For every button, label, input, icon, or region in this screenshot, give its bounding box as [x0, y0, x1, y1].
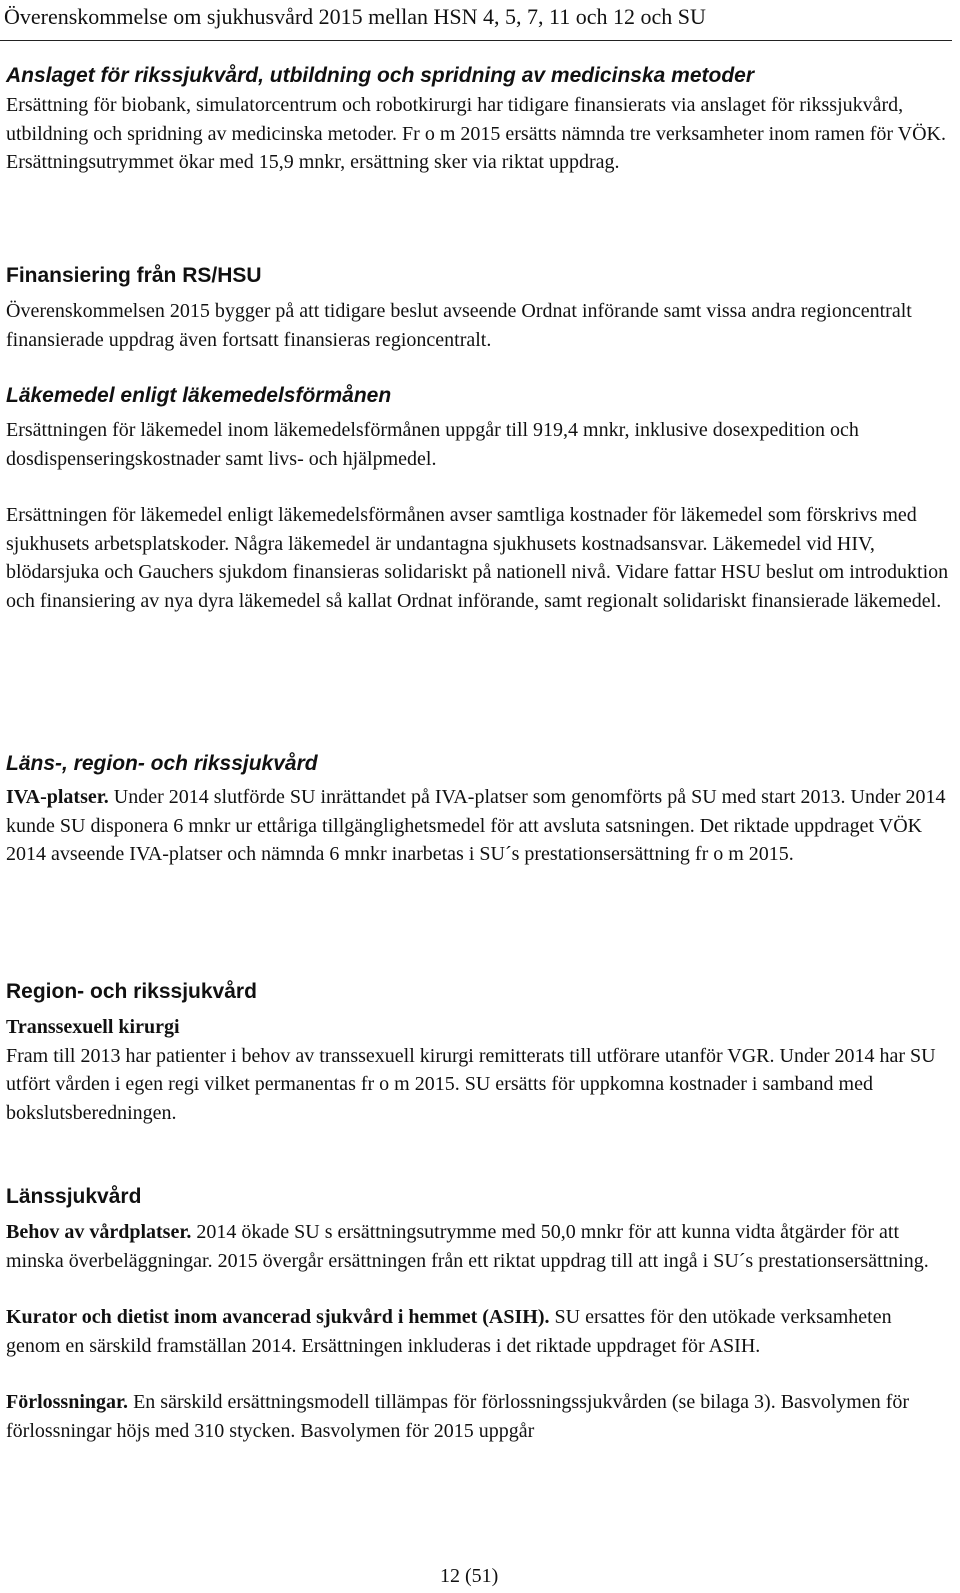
paragraph-iva-platser	[6, 783, 950, 869]
subheading-transsexuell-kirurgi: Transsexuell kirurgi	[6, 1016, 180, 1038]
section-anslaget	[6, 62, 950, 177]
section-lans-region	[6, 750, 950, 869]
text-vardplatser: 2014 ökade SU s ersättningsutrymme med 50,0 mnkr för att kunna vidta åtgärder för att minska överbeläggningar. 2015 övergår ersättningen från ett riktat uppdrag till att ingå i SU´s prestationsersättning.	[6, 1221, 929, 1272]
section-heading-anslaget: Anslaget för rikssjukvård, utbildning och spridning av medicinska metoder	[6, 64, 754, 87]
paragraph-lakemedel-2: Ersättningen för läkemedel enligt läkemedelsförmånen avser samtliga kostnader för läkemedel som förskrivs med sjukhusets arbetsplatskoder. Några läkemedel är undantagna sjukhusets kostnadsansvar. Läkemedel vid HIV, blödarsjuka och Gauchers sjukdom finansieras solidariskt på nationell nivå. Vidare fattar HSU beslut om introduktion och finansiering av nya dyra läkemedel så kallat Ordnat införande, samt regionalt solidariskt finansierade läkemedel.	[6, 504, 949, 612]
text-asih: SU ersattes för den utökade verksamheten genom en särskild framställan 2014. Ersättningen inkluderas i det riktade uppdraget för ASIH.	[6, 1306, 892, 1357]
header-divider	[0, 40, 952, 41]
lead-forlossningar: Förlossningar.	[6, 1391, 129, 1414]
section-heading-finansiering: Finansiering från RS/HSU	[6, 264, 262, 287]
paragraph-transsexuell-kirurgi: Fram till 2013 har patienter i behov av transsexuell kirurgi remitterats till utförare utanför VGR. Under 2014 har SU utfört vården i egen regi vilket permanentas fr o m 2015. SU ersätts för uppkomna kostnader i samband med bokslutsberedningen.	[6, 1044, 936, 1124]
paragraph-finansiering: Överenskommelsen 2015 bygger på att tidigare beslut avseende Ordnat införande samt vissa andra regioncentralt finansierade uppdrag även fortsatt finansieras regioncentralt.	[6, 300, 912, 351]
section-heading-lakemedel: Läkemedel enligt läkemedelsförmånen	[6, 384, 392, 407]
section-heading-region-riks: Region- och rikssjukvård	[6, 980, 257, 1003]
paragraph-vardplatser	[6, 1218, 950, 1275]
section-lakemedel	[6, 382, 950, 616]
lead-asih: Kurator och dietist inom avancerad sjukvård i hemmet (ASIH).	[6, 1306, 550, 1329]
section-heading-lanssjukvard: Länssjukvård	[6, 1185, 142, 1208]
lead-iva-platser: IVA-platser.	[6, 786, 109, 808]
section-heading-lans-region: Läns-, region- och rikssjukvård	[6, 752, 318, 775]
page-number: 12 (51)	[440, 1565, 499, 1587]
paragraph-anslaget: Ersättning för biobank, simulatorcentrum och robotkirurgi har tidigare finansierats via anslaget för rikssjukvård, utbildning och spridning av medicinska metoder. Fr o m 2015 ersätts nämnda tre verksamheter inom ramen för VÖK. Ersättningsutrymmet ökar med 15,9 mnkr, ersättning sker via riktat uppdrag.	[6, 94, 946, 174]
section-region-riks	[6, 978, 950, 1127]
paragraph-lakemedel-1: Ersättningen för läkemedel inom läkemedelsförmånen uppgår till 919,4 mnkr, inklusive dosexpedition och dosdispenseringskostnader samt livs- och hjälpmedel.	[6, 419, 859, 470]
text-iva-platser: Under 2014 slutförde SU inrättandet på IVA-platser som genomförts på SU med start 2013. Under 2014 kunde SU disponera 6 mnkr ur ettåriga tillgänglighetsmedel för att avsluta satsningen. Det riktade uppdraget VÖK 2014 avseende IVA-platser och nämnda 6 mnkr inarbetas i SU´s prestationsersättning fr o m 2015.	[6, 786, 946, 866]
lead-vardplatser: Behov av vårdplatser.	[6, 1221, 192, 1243]
running-header: Överenskommelse om sjukhusvård 2015 mellan HSN 4, 5, 7, 11 och 12 och SU	[4, 4, 706, 29]
text-forlossningar: En särskild ersättningsmodell tillämpas för förlossningssjukvården (se bilaga 3). Basvolymen för förlossningar höjs med 310 stycken. Basvolymen för 2015 uppgår	[6, 1391, 910, 1442]
section-finansiering	[6, 262, 950, 354]
paragraph-forlossningar	[6, 1388, 950, 1445]
paragraph-asih	[6, 1303, 950, 1360]
section-lanssjukvard	[6, 1183, 950, 1446]
